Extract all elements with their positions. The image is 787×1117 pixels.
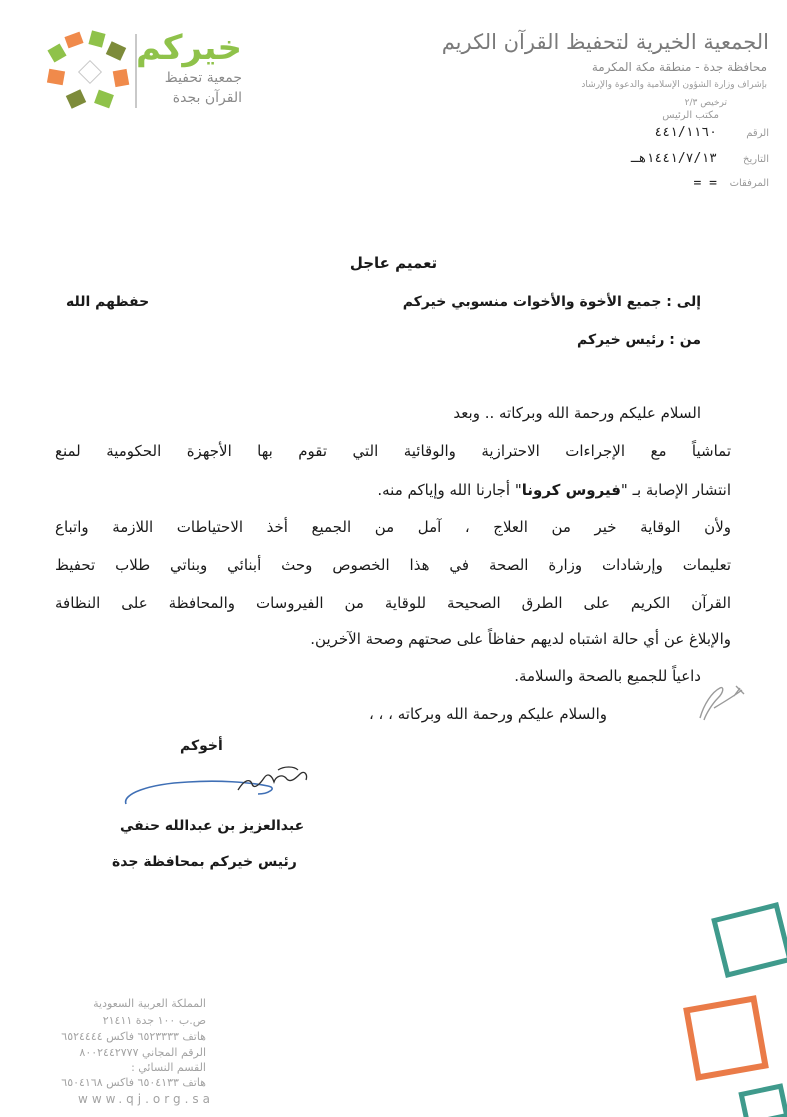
- paragraph2-line3: القرآن الكريم على الطرق الصحيحة للوقاية من الفيروسات والمحافظة على النظافة: [55, 594, 731, 612]
- greeting-line: السلام عليكم ورحمة الله وبركاته .. وبعد: [453, 404, 701, 422]
- virus-name-bold: فيروس كرونا: [521, 481, 621, 499]
- recipient-salutation: حفظهم الله: [66, 294, 150, 310]
- handwritten-signature: [118, 764, 348, 824]
- organization-branch: محافظة جدة - منطقة مكة المكرمة: [591, 60, 767, 74]
- decorative-squares: [680, 900, 787, 1117]
- paragraph1-line2-after: " أجارنا الله وإياكم منه.: [377, 481, 522, 499]
- initials-scribble: [690, 680, 750, 726]
- organization-name: الجمعية الخيرية لتحفيظ القرآن الكريم: [441, 30, 769, 54]
- paragraph2-line4: والإبلاغ عن أي حالة اشتباه لديهم حفاظاً على صحتهم وصحة الآخرين.: [310, 630, 731, 648]
- footer-women-section: القسم النسائي :: [131, 1061, 206, 1074]
- footer-pobox: ص.ب ١٠٠ جدة ٢١٤١١: [102, 1014, 206, 1027]
- attachments-value: = =: [693, 176, 717, 191]
- sender-line: من : رئيس خيركم: [577, 332, 701, 348]
- paragraph1-line2: [55, 481, 731, 499]
- office-label: مكتب الرئيس: [662, 110, 719, 121]
- footer-toll-free: الرقم المجاني ٨٠٠٢٤٤٢٧٧٧: [79, 1046, 206, 1059]
- date-value: ١٤٤١/٧/١٣هـ: [630, 151, 717, 166]
- closing-line2: والسلام عليكم ورحمة الله وبركاته ، ، ،: [368, 705, 607, 723]
- number-label: الرقم: [746, 128, 769, 139]
- number-value: ٤٤١/١١٦٠: [654, 125, 717, 140]
- logo-mark-shapes: [47, 30, 129, 108]
- date-label: التاريخ: [743, 154, 769, 165]
- signatory-position: رئيس خيركم بمحافظة جدة: [112, 854, 297, 870]
- paragraph2-line1: ولأن الوقاية خير من العلاج ، آمل من الجميع أخذ الاحتياطات اللازمة واتباع: [55, 518, 731, 536]
- organization-supervision: بإشراف وزارة الشؤون الإسلامية والدعوة والإرشاد: [581, 80, 767, 90]
- closing-line1: داعياً للجميع بالصحة والسلامة.: [514, 667, 701, 685]
- license-number: ترخيص ٢/٣: [684, 98, 727, 108]
- organization-logo-mark: [44, 30, 136, 114]
- logo-name: خيركم: [136, 28, 242, 68]
- attachments-label: المرفقات: [729, 178, 769, 189]
- logo-subtitle-line1: جمعية تحفيظ: [164, 70, 242, 86]
- logo-subtitle-line2: القرآن بجدة: [172, 90, 242, 106]
- footer-country: المملكة العربية السعودية: [93, 997, 206, 1010]
- paragraph1-line2-before: انتشار الإصابة بـ ": [620, 481, 731, 499]
- paragraph1-line1: تماشياً مع الإجراءات الاحترازية والوقائية التي تقوم بها الأجهزة الحكومية لمنع: [55, 442, 731, 460]
- footer-website: www.qj.org.sa: [78, 1092, 215, 1106]
- footer-phone: هاتف ٦٥٢٣٣٣٣ فاكس ٦٥٢٤٤٤٤: [61, 1030, 206, 1043]
- letter-subject: تعميم عاجل: [349, 254, 438, 272]
- signatory-name: عبدالعزيز بن عبدالله حنفي: [120, 818, 305, 834]
- recipient-line: إلى : جميع الأخوة والأخوات منسوبي خيركم: [402, 294, 701, 310]
- signature-title: أخوكم: [180, 738, 223, 754]
- footer-women-phone: هاتف ٦٥٠٤١٣٣ فاكس ٦٥٠٤١٦٨: [61, 1076, 206, 1089]
- paragraph2-line2: تعليمات وإرشادات وزارة الصحة في هذا الخصوص وحث أبنائي وبناتي طلاب تحفيظ: [55, 556, 731, 574]
